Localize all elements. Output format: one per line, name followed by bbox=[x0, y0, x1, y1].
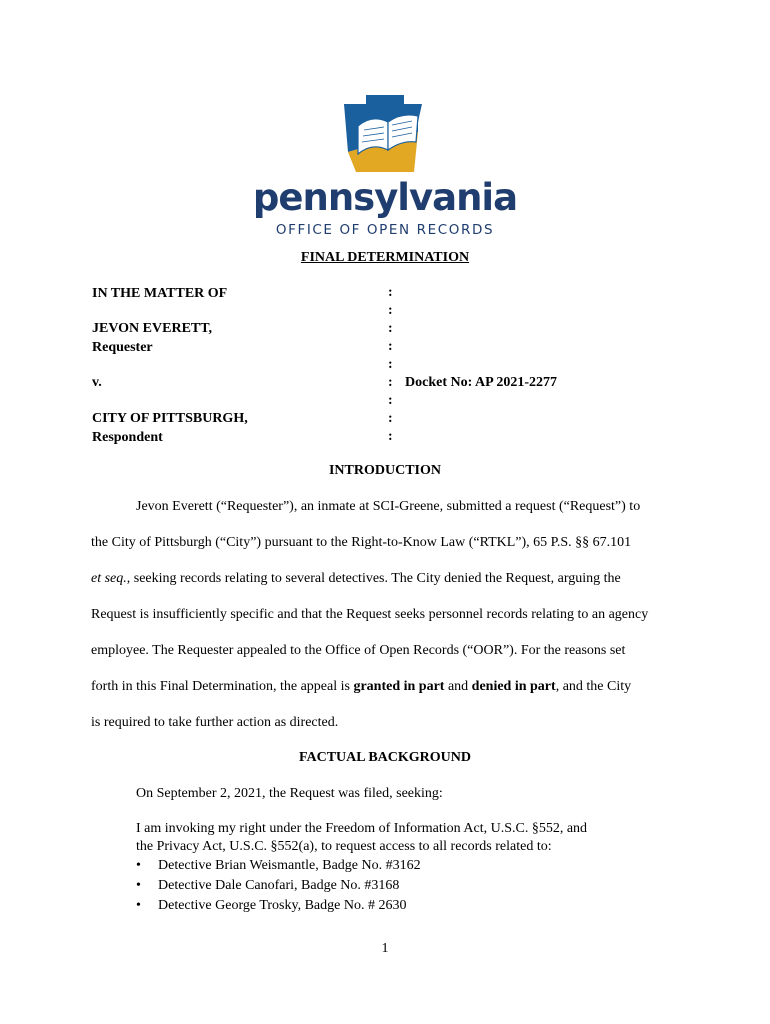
intro-line-7: is required to take further action as directed. bbox=[91, 715, 339, 730]
caption-colon: : bbox=[388, 285, 393, 300]
caption-colon: : bbox=[388, 411, 393, 426]
introduction-heading: INTRODUCTION bbox=[328, 463, 441, 478]
caption-colon: : bbox=[388, 339, 393, 354]
detective-list bbox=[136, 856, 421, 916]
intro-line-4: Request is insufficiently specific and that the Request seeks personnel records relating to an agency bbox=[91, 607, 649, 622]
intro-line-2: the City of Pittsburgh (“City”) pursuant to the Right-to-Know Law (“RTKL”), 65 P.S. §§ 67.101 bbox=[91, 535, 632, 550]
granted-in-part: granted in part bbox=[353, 679, 445, 694]
docket-number: Docket No: AP 2021-2277 bbox=[405, 375, 558, 390]
quote-line-2: the Privacy Act, U.S.C. §552(a), to request access to all records related to: bbox=[136, 839, 552, 854]
office-name: OFFICE OF OPEN RECORDS bbox=[275, 222, 495, 238]
intro-line-5: employee. The Requester appealed to the Office of Open Records (“OOR”). For the reasons set bbox=[91, 643, 626, 658]
respondent-name: CITY OF PITTSBURGH, bbox=[92, 411, 248, 426]
brand-name: pennsylvania bbox=[252, 176, 518, 219]
respondent-role: Respondent bbox=[92, 430, 163, 445]
caption-colon: : bbox=[388, 393, 393, 408]
list-item: • Detective Dale Canofari, Badge No. #3168 bbox=[136, 878, 400, 893]
quote-line-1: I am invoking my right under the Freedom of Information Act, U.S.C. §552, and bbox=[136, 821, 588, 836]
caption-colon: : bbox=[388, 429, 393, 444]
et-seq: et seq. bbox=[91, 571, 127, 586]
requester-role: Requester bbox=[92, 340, 153, 355]
caption-colon: : bbox=[388, 321, 393, 336]
intro-line-6: forth in this Final Determination, the appeal is granted in part and denied in part, and the City bbox=[91, 679, 632, 694]
keystone-open-book-icon bbox=[0, 0, 770, 180]
caption-colon: : bbox=[388, 375, 393, 390]
list-item: • Detective Brian Weismantle, Badge No. #3162 bbox=[136, 858, 421, 873]
matter-label: IN THE MATTER OF bbox=[92, 286, 228, 301]
versus: v. bbox=[92, 375, 102, 390]
request-filed: On September 2, 2021, the Request was filed, seeking: bbox=[136, 786, 443, 801]
page-number: 1 bbox=[381, 941, 389, 956]
caption-colon: : bbox=[388, 357, 393, 372]
factual-background-heading: FACTUAL BACKGROUND bbox=[298, 750, 472, 765]
intro-line-1: Jevon Everett (“Requester”), an inmate at SCI-Greene, submitted a request (“Request”) to bbox=[136, 499, 641, 514]
requester-name: JEVON EVERETT, bbox=[92, 321, 213, 336]
intro-line-3: et seq., seeking records relating to several detectives. The City denied the Request, arguing the bbox=[91, 571, 621, 586]
document-title: FINAL DETERMINATION bbox=[300, 250, 470, 265]
list-item: • Detective George Trosky, Badge No. # 2630 bbox=[136, 898, 407, 913]
caption-colon: : bbox=[388, 303, 393, 318]
denied-in-part: denied in part bbox=[471, 679, 556, 694]
